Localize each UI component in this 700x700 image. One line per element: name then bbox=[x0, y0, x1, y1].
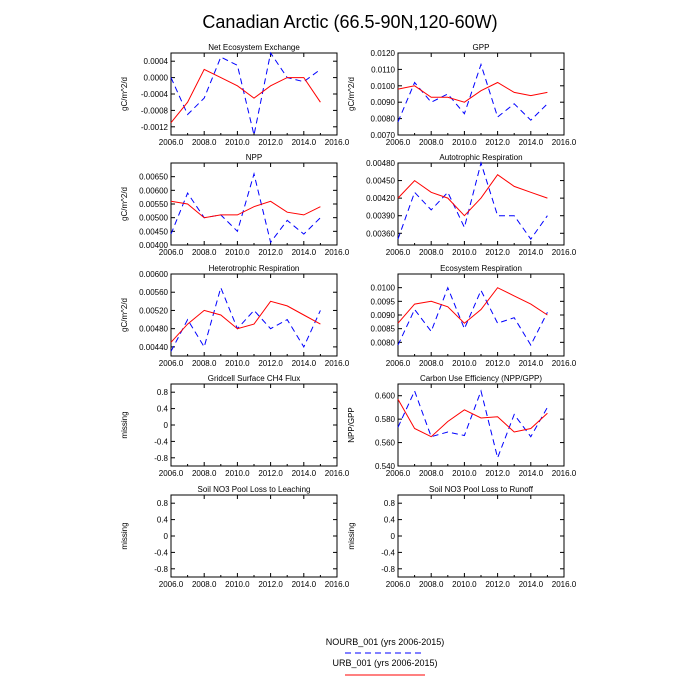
panel-5-xtick-label: 2012.0 bbox=[485, 359, 510, 368]
panel-8-title: Soil NO3 Pool Loss to Leaching bbox=[197, 485, 311, 494]
panel-8-xtick-label: 2010.0 bbox=[225, 580, 250, 589]
panel-2-xtick-label: 2010.0 bbox=[225, 248, 250, 257]
panel-6-xtick-label: 2006.0 bbox=[158, 469, 184, 478]
panel-6-ytick-label: -0.4 bbox=[154, 437, 168, 447]
panel-9-xtick-label: 2008.0 bbox=[418, 580, 444, 589]
panel-1-ytick-label: 0.0090 bbox=[370, 98, 395, 108]
panel-6-ylabel: missing bbox=[120, 411, 129, 439]
panel-4-title: Heterotrophic Respiration bbox=[208, 264, 300, 273]
legend-label-nourb: NOURB_001 (yrs 2006-2015) bbox=[325, 637, 445, 647]
panel-2-ytick-label: 0.00450 bbox=[139, 227, 168, 237]
panel-1-ytick-label: 0.0120 bbox=[370, 49, 395, 58]
panel-4-ytick-label: 0.00440 bbox=[139, 342, 168, 352]
panel-1-xtick-label: 2014.0 bbox=[518, 138, 544, 147]
panel-5-ytick-label: 0.0095 bbox=[370, 297, 395, 307]
panel-5-ytick-label: 0.0080 bbox=[370, 338, 395, 348]
panel-9-xtick-label: 2016.0 bbox=[551, 580, 577, 589]
panel-8-ylabel: missing bbox=[120, 522, 129, 550]
panel-4-xtick-label: 2006.0 bbox=[158, 359, 184, 368]
panel-4-ytick-label: 0.00560 bbox=[139, 288, 168, 298]
panel-2-xtick-label: 2006.0 bbox=[158, 248, 184, 257]
panel-1-ytick-label: 0.0080 bbox=[370, 114, 395, 124]
panel-6-xtick-label: 2016.0 bbox=[324, 469, 350, 478]
panel-6-ytick-label: 0.4 bbox=[156, 404, 168, 414]
panel-1-ytick-label: 0.0100 bbox=[370, 81, 395, 91]
panel-9-ytick-label: 0 bbox=[390, 532, 395, 541]
panel-8-ytick-label: -0.8 bbox=[154, 564, 168, 574]
panel-7-ytick-label: 0.580 bbox=[374, 415, 395, 425]
panel-1-xtick-label: 2010.0 bbox=[452, 138, 477, 147]
panel-0-ytick-label: -0.0012 bbox=[140, 122, 168, 132]
panel-7-ylabel: NPP/GPP bbox=[347, 407, 356, 443]
panel-4-ylabel: gC/m^2/d bbox=[120, 298, 129, 332]
panel-0-ytick-label: -0.0004 bbox=[140, 90, 168, 99]
panel-0-xtick-label: 2016.0 bbox=[324, 138, 350, 147]
panel-2-ytick-label: 0.00550 bbox=[139, 200, 168, 209]
panel-6-title: Gridcell Surface CH4 Flux bbox=[207, 374, 301, 383]
panel-3-xtick-label: 2016.0 bbox=[551, 248, 577, 257]
panel-6-ytick-label: 0 bbox=[163, 421, 168, 430]
panel-5-xtick-label: 2010.0 bbox=[452, 359, 477, 368]
panel-8-ytick-label: 0 bbox=[163, 532, 168, 541]
panel-1-xtick-label: 2012.0 bbox=[485, 138, 510, 147]
panel-3-xtick-label: 2008.0 bbox=[418, 248, 444, 257]
panel-6-xtick-label: 2012.0 bbox=[258, 469, 283, 478]
panel-2-ytick-label: 0.00500 bbox=[139, 213, 168, 223]
panel-5-xtick-label: 2006.0 bbox=[385, 359, 411, 368]
panel-8-ytick-label: -0.4 bbox=[154, 548, 168, 558]
panel-8-ytick-label: 0.4 bbox=[156, 515, 168, 525]
panel-1-ylabel: gC/m^2/d bbox=[347, 77, 356, 111]
panel-3-title: Autotrophic Respiration bbox=[439, 153, 523, 162]
panel-2-ylabel: gC/m^2/d bbox=[120, 187, 129, 221]
panel-8-xtick-label: 2012.0 bbox=[258, 580, 283, 589]
panel-2-title: NPP bbox=[245, 153, 263, 162]
panel-6-xtick-label: 2014.0 bbox=[291, 469, 317, 478]
panel-7-ytick-label: 0.540 bbox=[374, 462, 395, 471]
panel-1-xtick-label: 2008.0 bbox=[418, 138, 444, 147]
panel-2-ytick-label: 0.00600 bbox=[139, 186, 168, 196]
panel-9-ytick-label: 0.8 bbox=[383, 499, 395, 509]
legend-label-urb: URB_001 (yrs 2006-2015) bbox=[332, 658, 438, 668]
panel-8-xtick-label: 2016.0 bbox=[324, 580, 350, 589]
panel-7-xtick-label: 2012.0 bbox=[485, 469, 510, 478]
panel-1-title: GPP bbox=[472, 43, 490, 52]
panel-9-ylabel: missing bbox=[347, 522, 356, 550]
panel-4-xtick-label: 2016.0 bbox=[324, 359, 350, 368]
panel-3-ytick-label: 0.00450 bbox=[366, 176, 395, 186]
panel-4-xtick-label: 2014.0 bbox=[291, 359, 317, 368]
panel-5-ytick-label: 0.0090 bbox=[370, 311, 395, 320]
panel-0-title: Net Ecosystem Exchange bbox=[208, 43, 300, 52]
panel-7-xtick-label: 2008.0 bbox=[418, 469, 444, 478]
panel-9-xtick-label: 2006.0 bbox=[385, 580, 411, 589]
panel-3-ytick-label: 0.00390 bbox=[366, 211, 395, 221]
panel-7-xtick-label: 2014.0 bbox=[518, 469, 544, 478]
panel-0-xtick-label: 2012.0 bbox=[258, 138, 283, 147]
panel-9-xtick-label: 2012.0 bbox=[485, 580, 510, 589]
panel-2-xtick-label: 2012.0 bbox=[258, 248, 283, 257]
panel-9-xtick-label: 2010.0 bbox=[452, 580, 477, 589]
figure-title: Canadian Arctic (66.5-90N,120-60W) bbox=[202, 12, 498, 32]
panel-2-xtick-label: 2014.0 bbox=[291, 248, 317, 257]
panel-0-xtick-label: 2010.0 bbox=[225, 138, 250, 147]
panel-4-xtick-label: 2012.0 bbox=[258, 359, 283, 368]
panel-7-ytick-label: 0.560 bbox=[374, 438, 395, 448]
panel-0-xtick-label: 2006.0 bbox=[158, 138, 184, 147]
panel-4-xtick-label: 2010.0 bbox=[225, 359, 250, 368]
panel-3-ytick-label: 0.00480 bbox=[366, 159, 395, 168]
panel-9-ytick-label: -0.4 bbox=[381, 548, 395, 558]
panel-3-ytick-label: 0.00420 bbox=[366, 194, 395, 204]
panel-8-xtick-label: 2014.0 bbox=[291, 580, 317, 589]
panel-7-xtick-label: 2010.0 bbox=[452, 469, 477, 478]
panel-4-ytick-label: 0.00600 bbox=[139, 270, 168, 279]
panel-9-ytick-label: -0.8 bbox=[381, 564, 395, 574]
panel-8-xtick-label: 2008.0 bbox=[191, 580, 217, 589]
panel-8-xtick-label: 2006.0 bbox=[158, 580, 184, 589]
panel-7-xtick-label: 2016.0 bbox=[551, 469, 577, 478]
panel-3-xtick-label: 2012.0 bbox=[485, 248, 510, 257]
panel-0-xtick-label: 2008.0 bbox=[191, 138, 217, 147]
panel-7-xtick-label: 2006.0 bbox=[385, 469, 411, 478]
panel-4-ytick-label: 0.00480 bbox=[139, 324, 168, 334]
panel-3-xtick-label: 2010.0 bbox=[452, 248, 477, 257]
panel-0-ylabel: gC/m^2/d bbox=[120, 77, 129, 111]
panel-0-ytick-label: 0.0004 bbox=[143, 57, 168, 67]
panel-6-ytick-label: -0.8 bbox=[154, 453, 168, 463]
panel-5-xtick-label: 2016.0 bbox=[551, 359, 577, 368]
panel-6-xtick-label: 2010.0 bbox=[225, 469, 250, 478]
panel-8-ytick-label: 0.8 bbox=[156, 499, 168, 509]
panel-0-ytick-label: 0.0000 bbox=[143, 73, 168, 83]
panel-5-title: Ecosystem Respiration bbox=[440, 264, 522, 273]
panel-6-ytick-label: 0.8 bbox=[156, 388, 168, 398]
panel-4-ytick-label: 0.00520 bbox=[139, 306, 168, 316]
panel-2-ytick-label: 0.00400 bbox=[139, 241, 168, 250]
panel-2-xtick-label: 2008.0 bbox=[191, 248, 217, 257]
panel-3-xtick-label: 2006.0 bbox=[385, 248, 411, 257]
panel-1-ytick-label: 0.0110 bbox=[371, 65, 395, 75]
panel-5-ytick-label: 0.0100 bbox=[370, 283, 395, 293]
panel-1-xtick-label: 2006.0 bbox=[385, 138, 411, 147]
panel-6-xtick-label: 2008.0 bbox=[191, 469, 217, 478]
panel-7-ytick-label: 0.600 bbox=[374, 391, 395, 401]
panel-4-xtick-label: 2008.0 bbox=[191, 359, 217, 368]
panel-5-ytick-label: 0.0085 bbox=[370, 324, 395, 334]
panel-5-xtick-label: 2008.0 bbox=[418, 359, 444, 368]
panel-9-xtick-label: 2014.0 bbox=[518, 580, 544, 589]
panel-2-xtick-label: 2016.0 bbox=[324, 248, 350, 257]
panel-7-title: Carbon Use Efficiency (NPP/GPP) bbox=[419, 374, 543, 383]
panel-1-xtick-label: 2016.0 bbox=[551, 138, 577, 147]
panel-3-xtick-label: 2014.0 bbox=[518, 248, 544, 257]
panel-3-ytick-label: 0.00360 bbox=[366, 229, 395, 239]
panel-2-ytick-label: 0.00650 bbox=[139, 172, 168, 182]
panel-0-ytick-label: -0.0008 bbox=[140, 106, 168, 116]
panel-9-title: Soil NO3 Pool Loss to Runoff bbox=[429, 485, 533, 494]
panel-9-ytick-label: 0.4 bbox=[383, 515, 395, 525]
panel-0-xtick-label: 2014.0 bbox=[291, 138, 317, 147]
panel-5-xtick-label: 2014.0 bbox=[518, 359, 544, 368]
panel-1-ytick-label: 0.0070 bbox=[370, 131, 395, 140]
